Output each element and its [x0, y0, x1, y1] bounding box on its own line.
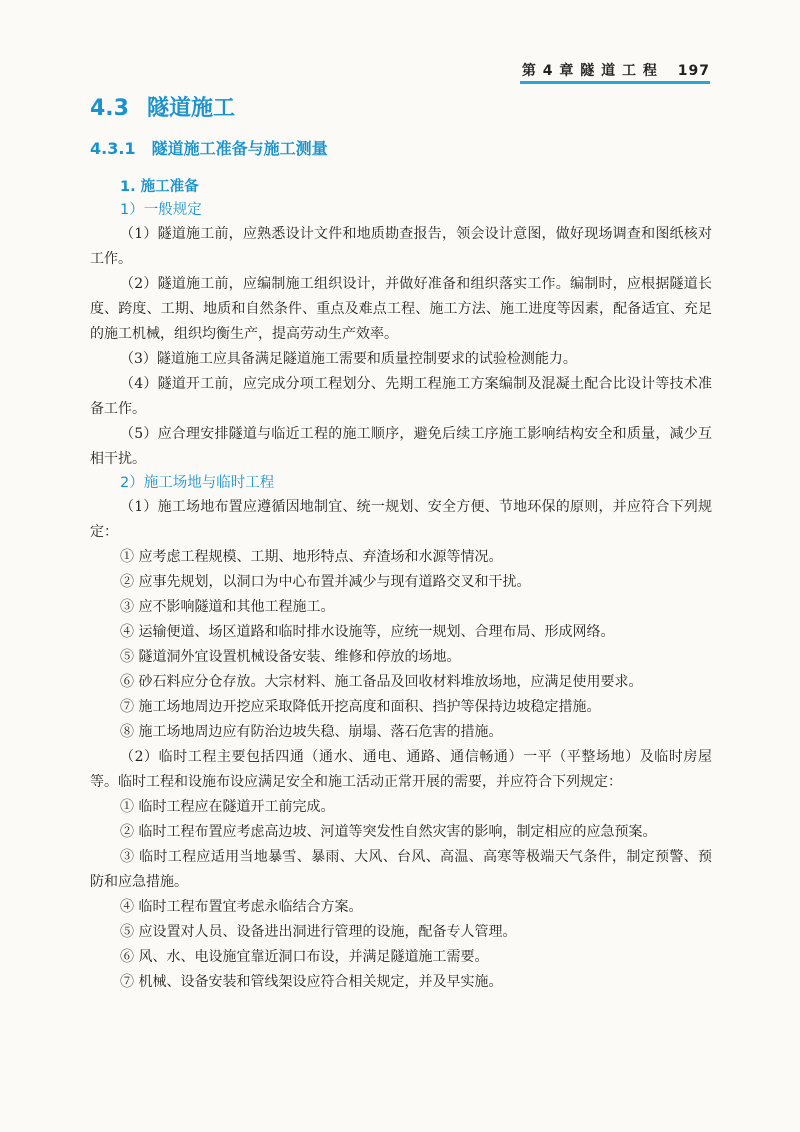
- list-item: ⑥ 砂石料应分仓存放。大宗材料、施工备品及回收材料堆放场地，应满足使用要求。: [120, 674, 643, 690]
- list-item: ③ 临时工程应适用当地暴雪、暴雨、大风、台风、高温、高寒等极端天气条件，制定预警、预防和应急措施。: [90, 849, 712, 890]
- paragraph: （3）隧道施工应具备满足隧道施工需要和质量控制要求的试验检测能力。: [120, 351, 577, 367]
- list-item: ① 应考虑工程规模、工期、地形特点、弃渣场和水源等情况。: [120, 549, 503, 565]
- subsection-title: 隧道施工准备与施工测量: [151, 139, 328, 158]
- subsection-heading: [90, 134, 712, 164]
- section-title: 隧道施工: [146, 96, 235, 121]
- paragraph: （1）施工场地布置应遵循因地制宜、统一规划、安全方便、节地环保的原则，并应符合下列规定：: [90, 499, 712, 540]
- list-item: ⑧ 施工场地周边应有防治边坡失稳、崩塌、落石危害的措施。: [120, 724, 503, 740]
- list-item: ⑤ 应设置对人员、设备进出洞进行管理的设施，配备专人管理。: [120, 924, 517, 940]
- page-number: 197: [677, 63, 710, 79]
- list-item: ⑥ 风、水、电设施宜靠近洞口布设，并满足隧道施工需要。: [120, 949, 489, 965]
- paragraph: （2）隧道施工前，应编制施工组织设计，并做好准备和组织落实工作。编制时，应根据隧道长度、跨度、工期、地质和自然条件、重点及难点工程、施工方法、施工进度等因素，配备适宜、充足的施工机械，组织均衡生产，提高劳动生产效率。: [90, 276, 712, 342]
- list-item: ③ 应不影响隧道和其他工程施工。: [120, 599, 335, 615]
- list-item: ② 临时工程布置应考虑高边坡、河道等突发性自然灾害的影响，制定相应的应急预案。: [120, 824, 657, 840]
- list-item: ② 应事先规划，以洞口为中心布置并减少与现有道路交叉和干扰。: [120, 574, 531, 590]
- list-item: ⑦ 机械、设备安装和管线架设应符合相关规定，并及早实施。: [120, 974, 503, 990]
- subsection-number: 4.3.1: [90, 139, 136, 158]
- paragraph: （4）隧道开工前，应完成分项工程划分、先期工程施工方案编制及混凝土配合比设计等技术准备工作。: [90, 376, 712, 417]
- chapter-title: 第 4 章 隧 道 工 程: [521, 63, 658, 79]
- running-head: [522, 60, 710, 80]
- list-item: ⑦ 施工场地周边开挖应采取降低开挖高度和面积、挡护等保持边坡稳定措施。: [120, 699, 601, 715]
- page-body: [90, 92, 712, 995]
- heading-general-rules: 1）一般规定: [120, 202, 202, 218]
- list-item: ① 临时工程应在隧道开工前完成。: [120, 799, 335, 815]
- paragraph: （2）临时工程主要包括四通（通水、通电、通路、通信畅通）一平（平整场地）及临时房屋等。临时工程和设施布设应满足安全和施工活动正常开展的需要，并应符合下列规定：: [90, 749, 712, 790]
- list-item: ④ 运输便道、场区道路和临时排水设施等，应统一规划、合理布局、形成网络。: [120, 624, 615, 640]
- paragraph: （5）应合理安排隧道与临近工程的施工顺序，避免后续工序施工影响结构安全和质量，减少互相干扰。: [90, 426, 712, 467]
- section-number: 4.3: [90, 96, 129, 121]
- heading-construction-prep: 1. 施工准备: [120, 179, 199, 195]
- paragraph: （1）隧道施工前，应熟悉设计文件和地质勘查报告，领会设计意图，做好现场调查和图纸核对工作。: [90, 226, 712, 267]
- heading-site-temporary-works: 2）施工场地与临时工程: [120, 475, 275, 491]
- header-rule: [520, 81, 710, 84]
- list-item: ④ 临时工程布置宜考虑永临结合方案。: [120, 899, 363, 915]
- list-item: ⑤ 隧道洞外宜设置机械设备安装、维修和停放的场地。: [120, 649, 461, 665]
- section-heading: [90, 92, 712, 126]
